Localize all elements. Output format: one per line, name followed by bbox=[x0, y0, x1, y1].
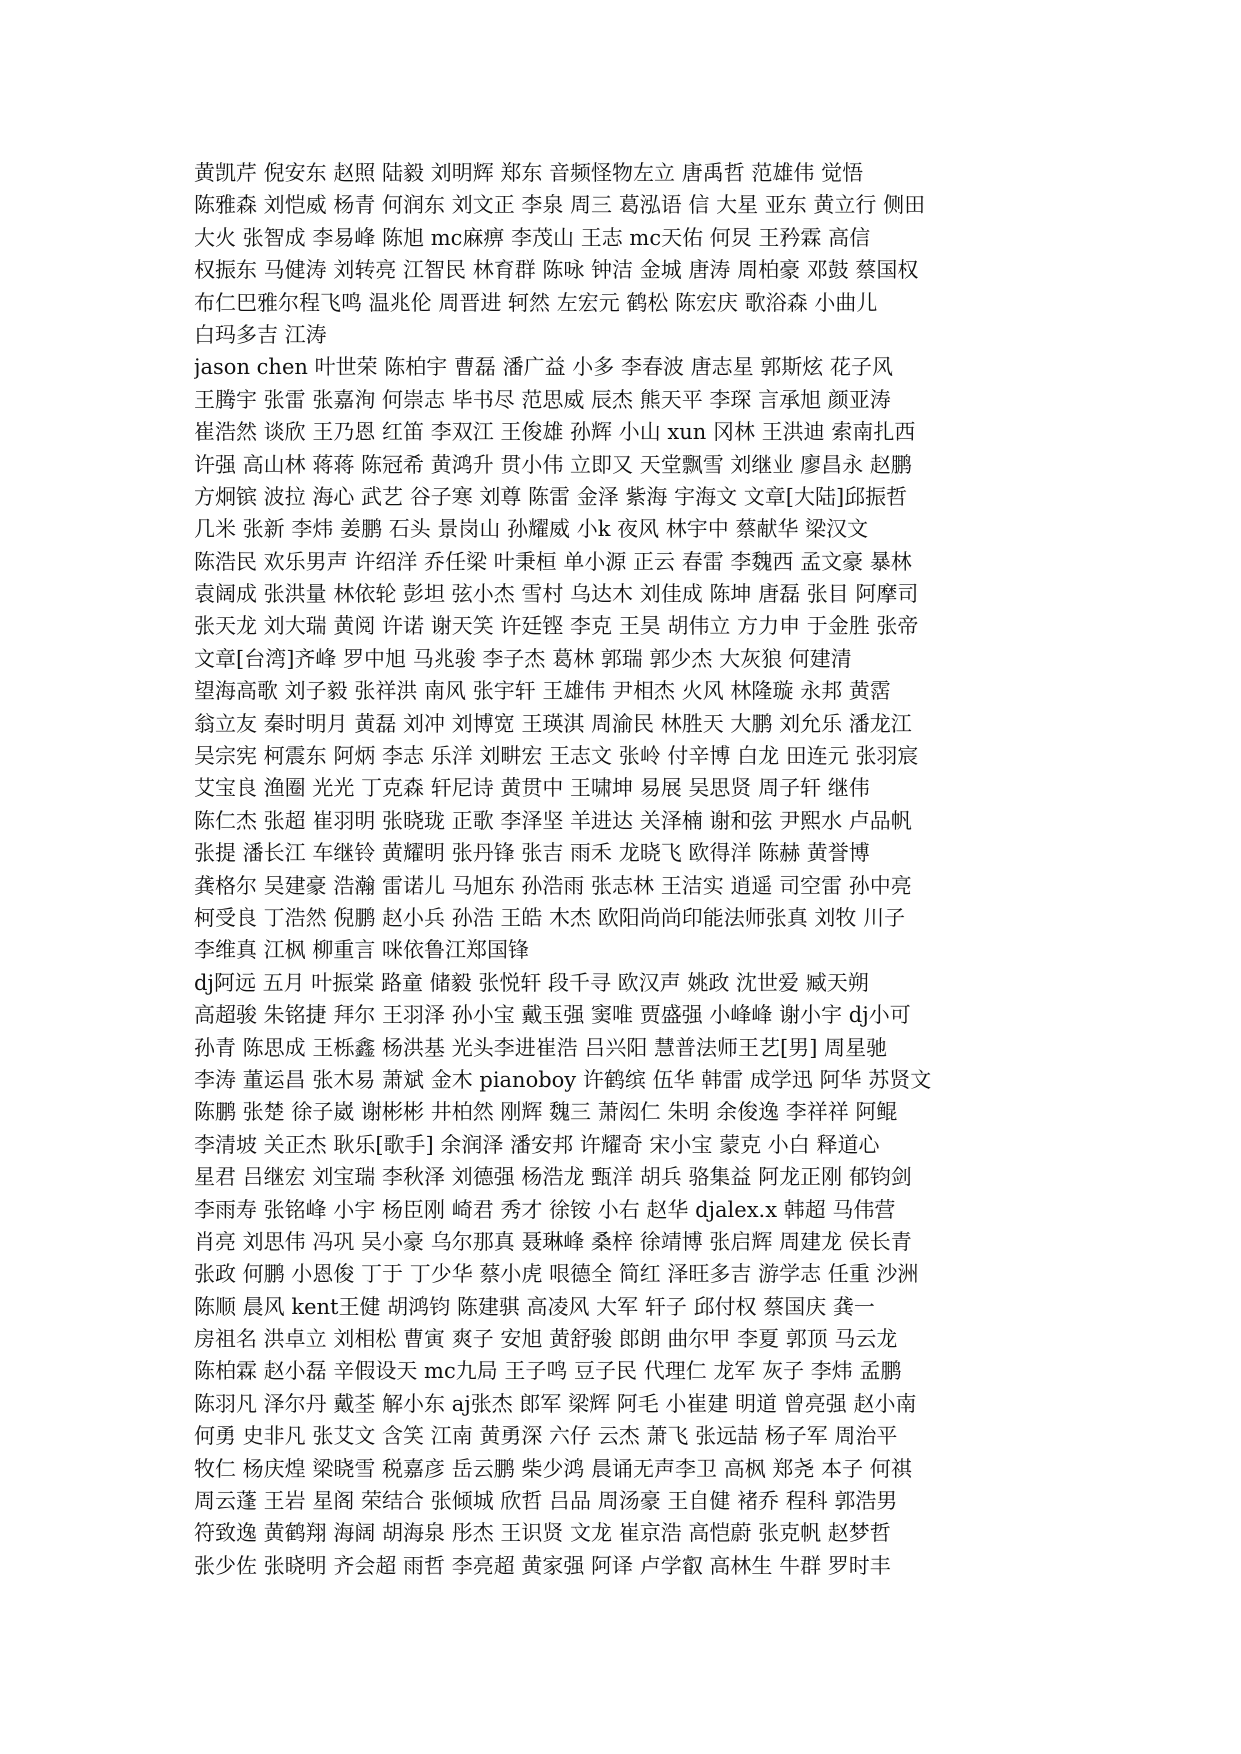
text-line: 几米 张新 李炜 姜鹏 石头 景岗山 孙耀威 小k 夜风 林宇中 蔡献华 梁汉文 bbox=[194, 517, 869, 542]
text-line: 张政 何鹏 小恩俊 丁于 丁少华 蔡小虎 哏德全 简红 泽旺多吉 游学志 任重 沙洲 bbox=[194, 1262, 919, 1287]
text-line: 许强 高山林 蒋蒋 陈冠希 黄鸿升 贯小伟 立即又 天堂飘雪 刘继业 廖昌永 赵鹏 bbox=[194, 452, 912, 477]
text-line: 房祖名 洪卓立 刘相松 曹寅 爽子 安旭 黄舒骏 郎朗 曲尔甲 李夏 郭顶 马云龙 bbox=[194, 1327, 898, 1352]
text-line: 何勇 史非凡 张艾文 含笑 江南 黄勇深 六仔 云杰 萧飞 张远喆 杨子军 周治平 bbox=[194, 1424, 898, 1449]
text-line: 陈顺 晨风 kent王健 胡鸿钧 陈建骐 高凌风 大军 轩子 邱付权 蔡国庆 龚一 bbox=[194, 1294, 875, 1319]
text-line: 陈鹏 张楚 徐子崴 谢彬彬 井柏然 刚辉 魏三 萧闳仁 朱明 余俊逸 李祥祥 阿鲲 bbox=[194, 1100, 898, 1125]
text-line: 王腾宇 张雷 张嘉洵 何崇志 毕书尽 范思威 辰杰 熊天平 李琛 言承旭 颜亚涛 bbox=[194, 387, 891, 412]
text-line: jason chen 叶世荣 陈柏宇 曹磊 潘广益 小多 李春波 唐志星 郭斯炫 花子风 bbox=[194, 355, 893, 380]
text-line: 望海高歌 刘子毅 张祥洪 南风 张宇轩 王雄伟 尹相杰 火风 林隆璇 永邦 黄霑 bbox=[194, 679, 891, 704]
text-line: 陈柏霖 赵小磊 辛假设天 mc九局 王子鸣 豆子民 代理仁 龙军 灰子 李炜 孟鹏 bbox=[194, 1359, 902, 1384]
text-line: 龚格尔 吴建豪 浩瀚 雷诺儿 马旭东 孙浩雨 张志林 王洁实 逍遥 司空雷 孙中亮 bbox=[194, 873, 912, 898]
text-line: 柯受良 丁浩然 倪鹏 赵小兵 孙浩 王皓 木杰 欧阳尚尚印能法师张真 刘牧 川子 bbox=[194, 905, 906, 930]
text-line: 高超骏 朱铭捷 拜尔 王羽泽 孙小宝 戴玉强 窦唯 贾盛强 小峰峰 谢小宇 dj小可 bbox=[194, 1003, 911, 1028]
text-line: 权振东 马健涛 刘转亮 江智民 林育群 陈咏 钟洁 金城 唐涛 周柏豪 邓鼓 蔡国权 bbox=[194, 258, 919, 283]
text-line: 吴宗宪 柯震东 阿炳 李志 乐洋 刘畊宏 王志文 张岭 付辛博 白龙 田连元 张羽宸 bbox=[194, 744, 919, 769]
text-line: 布仁巴雅尔程飞鸣 温兆伦 周晋进 轲然 左宏元 鹤松 陈宏庆 歌浴森 小曲儿 bbox=[194, 290, 878, 315]
text-line: 崔浩然 谈欣 王乃恩 红笛 李双江 王俊雄 孙辉 小山 xun 冈林 王洪迪 索南扎西 bbox=[194, 420, 916, 445]
text-line: 艾宝良 渔圈 光光 丁克森 轩尼诗 黄贯中 王啸坤 易展 吴思贤 周子轩 继伟 bbox=[194, 776, 870, 801]
text-line: 白玛多吉 江涛 bbox=[194, 322, 327, 347]
text-line: 李雨寿 张铭峰 小宇 杨臣刚 崎君 秀才 徐铵 小右 赵华 djalex.x 韩超 马伟营 bbox=[194, 1197, 896, 1222]
name-list bbox=[194, 157, 1054, 1582]
text-line: 黄凯芹 倪安东 赵照 陆毅 刘明辉 郑东 音频怪物左立 唐禹哲 范雄伟 觉悟 bbox=[194, 161, 864, 185]
text-line: 牧仁 杨庆煌 梁晓雪 税嘉彦 岳云鹏 柴少鸿 晨诵无声李卫 高枫 郑尧 本子 何祺 bbox=[194, 1456, 912, 1481]
text-line: 大火 张智成 李易峰 陈旭 mc麻痹 李茂山 王志 mc天佑 何炅 王矜霖 高信 bbox=[194, 225, 871, 250]
text-line: 文章[台湾]齐峰 罗中旭 马兆骏 李子杰 葛林 郭瑞 郭少杰 大灰狼 何建清 bbox=[194, 646, 852, 671]
text-line: 孙青 陈思成 王栎鑫 杨洪基 光头李进崔浩 吕兴阳 慧普法师王艺[男] 周星驰 bbox=[194, 1035, 888, 1060]
text-line: 李维真 江枫 柳重言 咪依鲁江郑国锋 bbox=[194, 938, 530, 963]
text-line: 符致逸 黄鹤翔 海阔 胡海泉 彤杰 王识贤 文龙 崔京浩 高恺蔚 张克帆 赵梦哲 bbox=[194, 1521, 891, 1546]
text-line: 李清坡 关正杰 耿乐[歌手] 余润泽 潘安邦 许耀奇 宋小宝 蒙克 小白 释道心 bbox=[194, 1132, 880, 1157]
text-line: 张少佐 张晓明 齐会超 雨哲 李亮超 黄家强 阿译 卢学叡 高林生 牛群 罗时丰 bbox=[194, 1553, 891, 1578]
text-line: 陈羽凡 泽尔丹 戴荃 解小东 aj张杰 郎军 梁辉 阿毛 小崔建 明道 曾亮强 赵小南 bbox=[194, 1391, 917, 1416]
text-line: 翁立友 秦时明月 黄磊 刘冲 刘博宽 王瑛淇 周渝民 林胜天 大鹏 刘允乐 潘龙江 bbox=[194, 711, 912, 736]
text-line: dj阿远 五月 叶振棠 路童 储毅 张悦轩 段千寻 欧汉声 姚政 沈世爱 臧天朔 bbox=[194, 970, 869, 995]
text-line: 周云蓬 王岩 星阁 荣结合 张倾城 欣哲 吕品 周汤豪 王自健 褚乔 程科 郭浩男 bbox=[194, 1489, 898, 1514]
text-line: 星君 吕继宏 刘宝瑞 李秋泽 刘德强 杨浩龙 甄洋 胡兵 骆集益 阿龙正刚 郁钧剑 bbox=[194, 1165, 912, 1190]
text-line: 方炯镔 波拉 海心 武艺 谷子寒 刘尊 陈雷 金泽 紫海 宇海文 文章[大陆]邱振哲 bbox=[194, 484, 908, 509]
text-line: 张提 潘长江 车继铃 黄耀明 张丹锋 张吉 雨禾 龙晓飞 欧得洋 陈赫 黄誉博 bbox=[194, 841, 870, 866]
text-line: 李涛 董运昌 张木易 萧斌 金木 pianoboy 许鹤缤 伍华 韩雷 成学迅 阿华 苏贤文 bbox=[194, 1067, 932, 1092]
text-line: 肖亮 刘思伟 冯巩 吴小豪 乌尔那真 聂琳峰 桑梓 徐靖博 张启辉 周建龙 侯长青 bbox=[194, 1229, 912, 1254]
text-line: 陈仁杰 张超 崔羽明 张晓珑 正歌 李泽坚 羊进达 关泽楠 谢和弦 尹熙水 卢品帆 bbox=[194, 808, 912, 833]
text-line: 袁阔成 张洪量 林依轮 彭坦 弦小杰 雪村 乌达木 刘佳成 陈坤 唐磊 张目 阿摩司 bbox=[194, 582, 919, 607]
text-line: 陈雅森 刘恺威 杨青 何润东 刘文正 李泉 周三 葛泓语 信 大星 亚东 黄立行 侧田 bbox=[194, 193, 926, 218]
text-line: 陈浩民 欢乐男声 许绍洋 乔任梁 叶秉桓 单小源 正云 春雷 李魏西 孟文豪 暴林 bbox=[194, 549, 912, 574]
text-line: 张天龙 刘大瑞 黄阅 许诺 谢天笑 许廷铿 李克 王昊 胡伟立 方力申 于金胜 张帝 bbox=[194, 614, 919, 639]
